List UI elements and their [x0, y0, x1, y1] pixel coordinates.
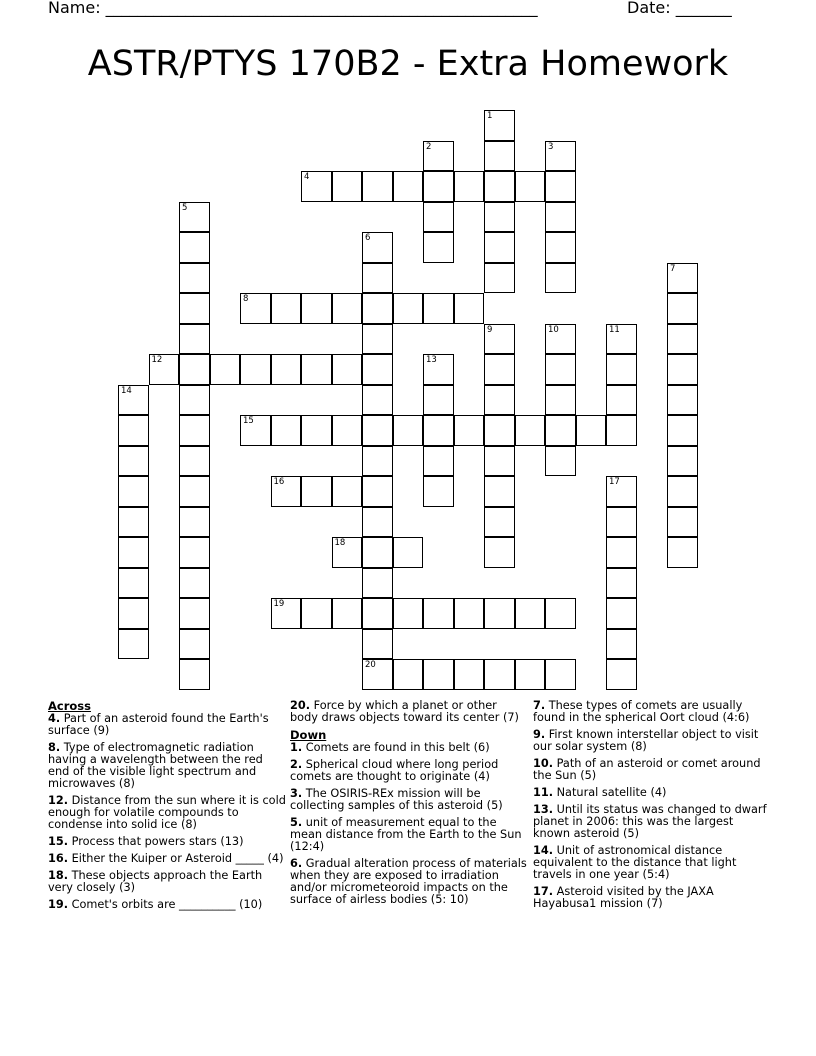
grid-cell[interactable] [423, 141, 454, 172]
grid-cell[interactable] [362, 568, 393, 599]
clue-across-8: 8. Type of electromagnetic radiation having a wavelength between the red end of the visible light spectrum and microwaves (8) [48, 741, 263, 790]
grid-cell[interactable] [240, 415, 271, 446]
grid-cell[interactable] [179, 385, 210, 416]
grid-cell[interactable] [271, 598, 302, 629]
grid-cell[interactable] [362, 263, 393, 294]
grid-cell[interactable] [484, 141, 515, 172]
grid-cell[interactable] [362, 507, 393, 538]
grid-cell[interactable] [606, 598, 637, 629]
grid-cell[interactable] [362, 537, 393, 568]
grid-cell[interactable] [149, 354, 180, 385]
grid-cell[interactable] [118, 598, 149, 629]
cell-number: 9 [487, 324, 493, 335]
grid-cell[interactable] [545, 171, 576, 202]
grid-cell[interactable] [362, 232, 393, 263]
grid-cell[interactable] [179, 568, 210, 599]
grid-cell[interactable] [179, 537, 210, 568]
grid-cell[interactable] [545, 598, 576, 629]
grid-cell[interactable] [179, 293, 210, 324]
cell-number: 18 [334, 538, 346, 548]
grid-cell[interactable] [423, 659, 454, 690]
page-title: ASTR/PTYS 170B2 - Extra Homework [87, 44, 729, 84]
clue-down-13: 13. Until its status was changed to dwarf planet in 2006: this was the largest known asteroid (5) [533, 803, 767, 840]
grid-cell[interactable] [393, 598, 424, 629]
cell-number: 1 [487, 111, 493, 121]
grid-cell[interactable] [484, 232, 515, 263]
grid-cell[interactable] [545, 385, 576, 416]
grid-cell[interactable] [332, 598, 363, 629]
grid-cell[interactable] [545, 324, 576, 355]
grid-cell[interactable] [484, 263, 515, 294]
grid-cell[interactable] [271, 293, 302, 324]
grid-cell[interactable] [362, 598, 393, 629]
across-heading: Across [48, 699, 91, 713]
grid-cell[interactable] [606, 659, 637, 690]
cell-number: 17 [609, 477, 620, 487]
cell-number: 12 [151, 355, 163, 365]
down-heading: Down [290, 728, 327, 742]
cell-number: 11 [609, 324, 620, 335]
grid-cell[interactable] [423, 385, 454, 416]
clues-column-1 [48, 700, 286, 916]
clue-across-12: 12. Distance from the sun where it is cold enough for volatile compounds to condense into solid ice (8) [48, 794, 286, 831]
grid-cell[interactable] [423, 354, 454, 385]
cell-number: 5 [182, 202, 188, 213]
cell-number: 15 [243, 416, 254, 426]
grid-cell[interactable] [423, 232, 454, 263]
grid-cell[interactable] [332, 476, 363, 507]
grid-cell[interactable] [545, 446, 576, 477]
grid-cell[interactable] [179, 232, 210, 263]
grid-cell[interactable] [667, 415, 698, 446]
grid-cell[interactable] [271, 415, 302, 446]
grid-cell[interactable] [515, 415, 546, 446]
grid-cell[interactable] [393, 659, 424, 690]
grid-cell[interactable] [667, 476, 698, 507]
grid-cell[interactable] [179, 415, 210, 446]
cell-number: 20 [365, 660, 376, 670]
grid-cell[interactable] [484, 659, 515, 690]
grid-cell[interactable] [362, 354, 393, 385]
grid-cell[interactable] [271, 354, 302, 385]
grid-cell[interactable] [454, 598, 485, 629]
grid-cell[interactable] [423, 415, 454, 446]
grid-cell[interactable] [667, 293, 698, 324]
grid-cell[interactable] [454, 293, 485, 324]
clue-across-4: 4. Part of an asteroid found the Earth's surface (9) [48, 712, 269, 737]
grid-cell[interactable] [301, 354, 332, 385]
grid-cell[interactable] [606, 354, 637, 385]
grid-cell[interactable] [606, 324, 637, 355]
grid-cell[interactable] [484, 537, 515, 568]
grid-cell[interactable] [667, 537, 698, 568]
grid-cell[interactable] [606, 476, 637, 507]
grid-cell[interactable] [179, 324, 210, 355]
grid-cell[interactable] [667, 507, 698, 538]
grid-cell[interactable] [118, 629, 149, 660]
grid-cell[interactable] [606, 537, 637, 568]
grid-cell[interactable] [393, 293, 424, 324]
grid-cell[interactable] [240, 293, 271, 324]
grid-cell[interactable] [667, 354, 698, 385]
grid-cell[interactable] [332, 537, 363, 568]
grid-cell[interactable] [606, 385, 637, 416]
grid-cell[interactable] [362, 476, 393, 507]
clue-down-9: 9. First known interstellar object to visit our solar system (8) [533, 728, 759, 753]
clue-down-1: 1. Comets are found in this belt (6) [290, 741, 490, 754]
clue-across-20: 20. Force by which a planet or other body draws objects toward its center (7) [290, 699, 519, 724]
grid-cell[interactable] [332, 354, 363, 385]
grid-cell[interactable] [301, 171, 332, 202]
grid-cell[interactable] [545, 141, 576, 172]
grid-cell[interactable] [545, 354, 576, 385]
clue-down-7: 7. These types of comets are usually found in the spherical Oort cloud (4:6) [533, 699, 750, 724]
grid-cell[interactable] [484, 202, 515, 233]
grid-cell[interactable] [362, 629, 393, 660]
grid-cell[interactable] [484, 446, 515, 477]
grid-cell[interactable] [454, 415, 485, 446]
clue-down-17: 17. Asteroid visited by the JAXA Hayabusa1 mission (7) [533, 885, 714, 910]
grid-cell[interactable] [362, 293, 393, 324]
grid-cell[interactable] [179, 446, 210, 477]
grid-cell[interactable] [423, 446, 454, 477]
grid-cell[interactable] [454, 659, 485, 690]
clue-down-10: 10. Path of an asteroid or comet around the Sun (5) [533, 757, 761, 782]
grid-cell[interactable] [606, 415, 637, 446]
cell-number: 14 [121, 385, 132, 396]
clue-across-16: 16. Either the Kuiper or Asteroid _____ (4) [48, 852, 284, 865]
grid-cell[interactable] [606, 568, 637, 599]
grid-cell[interactable] [332, 415, 363, 446]
grid-cell[interactable] [118, 537, 149, 568]
grid-cell[interactable] [667, 385, 698, 416]
grid-cell[interactable] [179, 202, 210, 233]
clue-across-15: 15. Process that powers stars (13) [48, 835, 244, 848]
grid-cell[interactable] [515, 171, 546, 202]
grid-cell[interactable] [667, 263, 698, 294]
grid-cell[interactable] [423, 476, 454, 507]
grid-cell[interactable] [545, 659, 576, 690]
grid-cell[interactable] [118, 385, 149, 416]
grid-cell[interactable] [118, 476, 149, 507]
grid-cell[interactable] [576, 415, 607, 446]
grid-cell[interactable] [118, 415, 149, 446]
grid-cell[interactable] [484, 507, 515, 538]
grid-cell[interactable] [362, 385, 393, 416]
grid-cell[interactable] [240, 354, 271, 385]
clue-down-11: 11. Natural satellite (4) [533, 786, 667, 799]
grid-cell[interactable] [606, 507, 637, 538]
grid-cell[interactable] [545, 202, 576, 233]
grid-cell[interactable] [484, 110, 515, 141]
grid-cell[interactable] [545, 415, 576, 446]
grid-cell[interactable] [484, 598, 515, 629]
grid-cell[interactable] [484, 354, 515, 385]
grid-cell[interactable] [484, 324, 515, 355]
grid-cell[interactable] [179, 507, 210, 538]
grid-cell[interactable] [606, 629, 637, 660]
grid-cell[interactable] [667, 324, 698, 355]
grid-cell[interactable] [515, 598, 546, 629]
grid-cell[interactable] [332, 171, 363, 202]
clue-down-14: 14. Unit of astronomical distance equivalent to the distance that light travels in one year (5:4) [533, 844, 737, 881]
grid-cell[interactable] [179, 659, 210, 690]
grid-cell[interactable] [484, 476, 515, 507]
grid-cell[interactable] [118, 568, 149, 599]
grid-cell[interactable] [179, 354, 210, 385]
clue-down-5: 5. unit of measurement equal to the mean distance from the Earth to the Sun (12:4) [290, 816, 522, 853]
cell-number: 3 [548, 141, 554, 152]
cell-number: 8 [243, 294, 249, 304]
grid-cell[interactable] [179, 476, 210, 507]
grid-cell[interactable] [301, 476, 332, 507]
grid-cell[interactable] [118, 446, 149, 477]
date-field[interactable]: Date: _______ [627, 0, 732, 17]
cell-number: 7 [670, 263, 676, 274]
cell-number: 19 [273, 599, 285, 609]
grid-cell[interactable] [362, 324, 393, 355]
clues-column-3 [533, 700, 771, 915]
cell-number: 13 [426, 355, 437, 365]
clues-column-2 [290, 700, 528, 911]
clue-down-2: 2. Spherical cloud where long period comets are thought to originate (4) [290, 758, 499, 783]
grid-cell[interactable] [484, 415, 515, 446]
grid-cell[interactable] [393, 415, 424, 446]
grid-cell[interactable] [667, 446, 698, 477]
grid-cell[interactable] [423, 598, 454, 629]
grid-cell[interactable] [179, 629, 210, 660]
clue-across-19: 19. Comet's orbits are __________ (10) [48, 898, 263, 911]
grid-cell[interactable] [362, 171, 393, 202]
grid-cell[interactable] [332, 293, 363, 324]
grid-cell[interactable] [179, 598, 210, 629]
grid-cell[interactable] [301, 598, 332, 629]
grid-cell[interactable] [179, 263, 210, 294]
grid-cell[interactable] [271, 476, 302, 507]
grid-cell[interactable] [454, 171, 485, 202]
grid-cell[interactable] [362, 659, 393, 690]
grid-cell[interactable] [484, 385, 515, 416]
grid-cell[interactable] [423, 202, 454, 233]
grid-cell[interactable] [423, 293, 454, 324]
clue-across-18: 18. These objects approach the Earth very closely (3) [48, 869, 263, 894]
grid-cell[interactable] [301, 415, 332, 446]
cell-number: 10 [548, 324, 559, 335]
grid-cell[interactable] [362, 446, 393, 477]
grid-cell[interactable] [545, 232, 576, 263]
grid-cell[interactable] [484, 171, 515, 202]
cell-number: 6 [365, 233, 371, 243]
clue-down-6: 6. Gradual alteration process of materials when they are exposed to irradiation and/or micrometeoroid impacts on the surface of airless bodies (5: 10) [290, 857, 527, 906]
grid-cell[interactable] [210, 354, 241, 385]
clue-down-3: 3. The OSIRIS-REx mission will be collecting samples of this asteroid (5) [290, 787, 503, 812]
grid-cell[interactable] [515, 659, 546, 690]
grid-cell[interactable] [423, 171, 454, 202]
grid-cell[interactable] [393, 171, 424, 202]
cell-number: 2 [426, 141, 432, 152]
grid-cell[interactable] [118, 507, 149, 538]
cell-number: 4 [304, 172, 310, 182]
grid-cell[interactable] [545, 263, 576, 294]
grid-cell[interactable] [362, 415, 393, 446]
cell-number: 16 [273, 477, 285, 487]
name-field[interactable]: Name: ______________________________________________________ [48, 0, 538, 17]
grid-cell[interactable] [393, 537, 424, 568]
grid-cell[interactable] [301, 293, 332, 324]
